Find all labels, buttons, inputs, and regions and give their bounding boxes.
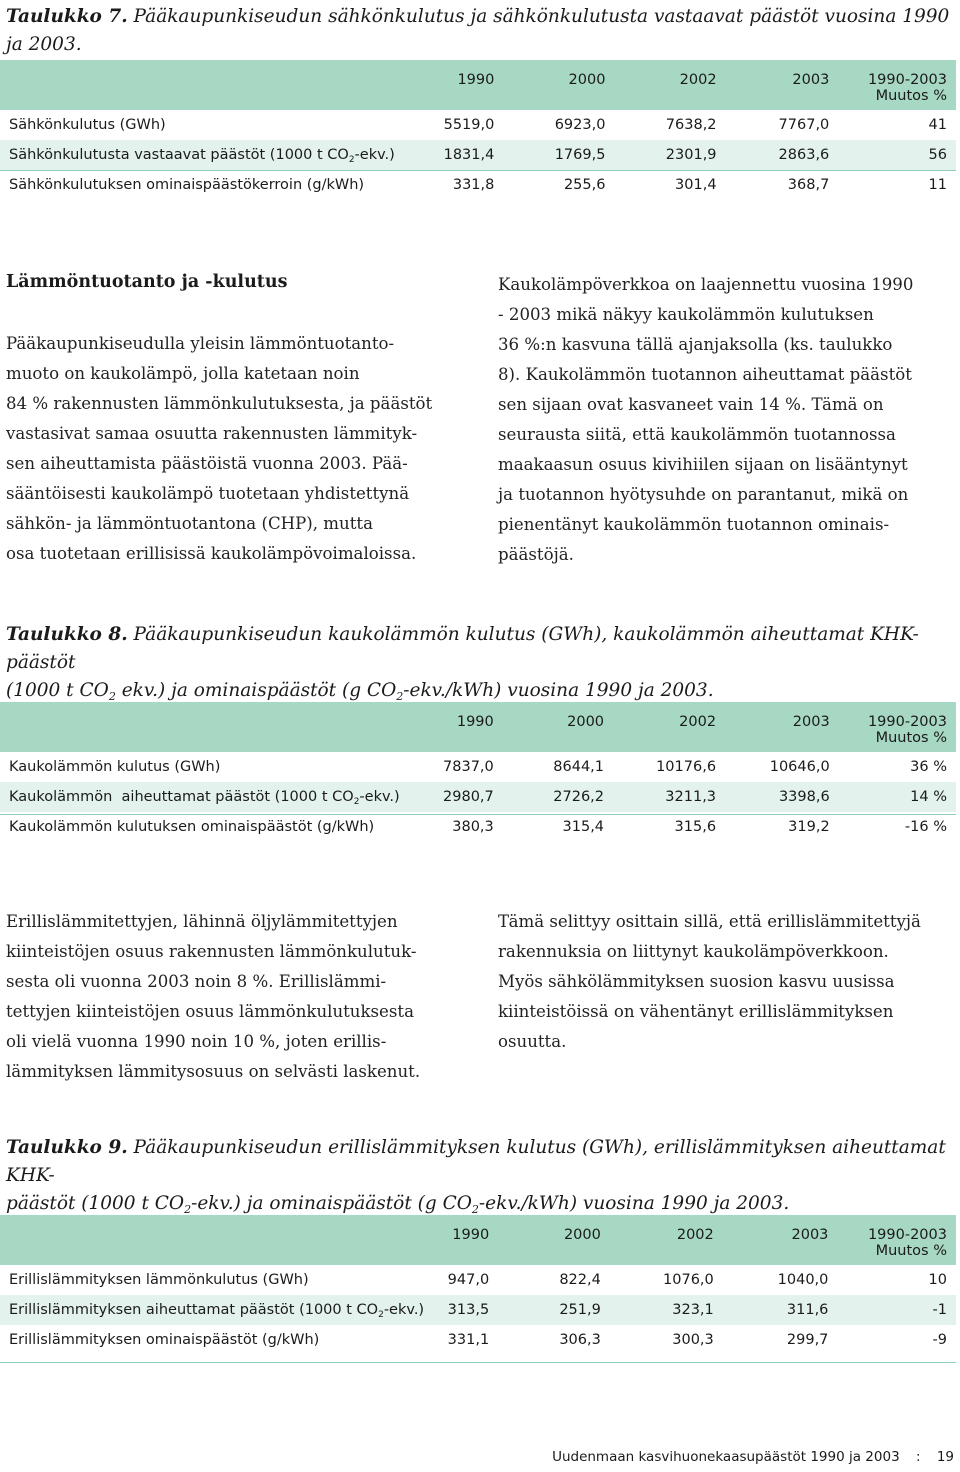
- table9-caption-label: Taulukko 9.: [6, 1137, 128, 1158]
- cell: 331,1: [447, 1332, 490, 1348]
- text-line: lämmityksen lämmitysosuus on selvästi laskenut.: [6, 1062, 421, 1081]
- cell: 315,4: [562, 819, 605, 835]
- text-line: Tämä selittyy osittain sillä, että erillislämmitettyjä: [498, 912, 921, 931]
- cell: 822,4: [559, 1272, 601, 1288]
- cell: 11: [928, 177, 947, 193]
- text-line: päästöjä.: [498, 545, 574, 564]
- cell: 10: [928, 1272, 947, 1288]
- text-line: sen aiheuttamista päästöistä vuonna 2003. Pää-: [6, 454, 408, 473]
- cell: 255,6: [563, 177, 606, 193]
- table8-header-2003: 2003: [792, 714, 830, 730]
- table7-header-2003: 2003: [792, 72, 830, 88]
- table9-header-2002: 2002: [676, 1227, 714, 1243]
- table8-rule: [0, 814, 956, 815]
- cell: 2863,6: [778, 147, 830, 163]
- text-line: sesta oli vuonna 2003 noin 8 %. Erillislämmi-: [6, 972, 387, 991]
- table7-caption-label: Taulukko 7.: [6, 6, 128, 27]
- table7-header-2002: 2002: [679, 72, 717, 88]
- cell: 1040,0: [777, 1272, 829, 1288]
- table9-header-row: [0, 1215, 956, 1243]
- row-label: Erillislämmityksen aiheuttamat päästöt (1000 t $CO_2-ekv$.): [9, 1302, 425, 1320]
- cell: 2301,9: [665, 147, 717, 163]
- cell: 3211,3: [665, 789, 717, 805]
- text-line: Kaukolämpöverkkoa on laajennettu vuosina 1990: [498, 275, 914, 294]
- cell: 41: [928, 117, 947, 133]
- cell: 7638,2: [665, 117, 717, 133]
- text-line: osuutta.: [498, 1032, 567, 1051]
- table7-header-sub-row: [0, 88, 956, 110]
- page-footer: [552, 1449, 954, 1465]
- table7-caption: [6, 3, 956, 59]
- table9-header-change: 1990-2003: [867, 1227, 947, 1243]
- cell: 323,1: [672, 1302, 714, 1318]
- cell: 368,7: [787, 177, 830, 193]
- table9-caption: Taulukko 9. Pääkaupunkiseudun erillislämmityksen kulutus (GWh), erillislämmityksen aiheuttamat KHK- päästöt (1000 t $CO_2-ekv$.) ja ominaispäästöt (g $CO_2-ekv./kWh$) vuosina 1990 ja 2003.: [6, 1137, 946, 1216]
- text-line: 36 %:n kasvuna tällä ajanjaksolla (ks. taulukko: [498, 335, 893, 354]
- text-line: kiinteistöissä on vähentänyt erillislämmityksen: [498, 1002, 894, 1021]
- table-row: [0, 812, 956, 842]
- cell: 10176,6: [656, 759, 717, 775]
- table-row: [0, 110, 956, 140]
- cell: 1831,4: [443, 147, 495, 163]
- table-row: [0, 140, 956, 170]
- table7-rule: [0, 170, 956, 171]
- table-row: [0, 1325, 956, 1355]
- text-line: sähkön- ja lämmöntuotantona (CHP), mutta: [6, 514, 373, 533]
- cell: 5519,0: [443, 117, 495, 133]
- table8-header-change: 1990-2003: [867, 714, 947, 730]
- cell: -16 %: [904, 819, 947, 835]
- cell: 3398,6: [778, 789, 830, 805]
- table7-header-row: [0, 60, 956, 88]
- cell: 300,3: [672, 1332, 714, 1348]
- cell: -1: [932, 1302, 947, 1318]
- text-line: tettyjen kiinteistöjen osuus lämmönkulutuksesta: [6, 1002, 414, 1021]
- table-row: [0, 170, 956, 200]
- section2-left-paragraph: [6, 907, 476, 1087]
- table9-header-2000: 2000: [563, 1227, 601, 1243]
- table9-header-sub-row: [0, 1243, 956, 1265]
- cell: -9: [932, 1332, 947, 1348]
- text-line: rakennuksia on liittynyt kaukolämpöverkkoon.: [498, 942, 889, 961]
- cell: 14 %: [910, 789, 947, 805]
- text-line: vastasivat samaa osuutta rakennusten lämmityk-: [6, 424, 418, 443]
- page-number: 19: [936, 1449, 954, 1465]
- cell: 7837,0: [443, 759, 494, 775]
- text-line: maakaasun osuus kivihiilen sijaan on lisääntynyt: [498, 455, 908, 474]
- text-line: ja tuotannon hyötysuhde on parantanut, mikä on: [498, 485, 909, 504]
- table7-caption-text: Pääkaupunkiseudun sähkönkulutus ja sähkönkulutusta vastaavat päästöt vuosina 1990 ja 2003.: [6, 6, 950, 55]
- text-line: Pääkaupunkiseudulla yleisin lämmöntuotanto-: [6, 334, 395, 353]
- cell: 380,3: [452, 819, 494, 835]
- table9-header-1990: 1990: [452, 1227, 490, 1243]
- text-line: oli vielä vuonna 1990 noin 10 %, joten erillis-: [6, 1032, 387, 1051]
- footer-separator: :: [915, 1449, 921, 1465]
- table8-header-1990: 1990: [456, 714, 494, 730]
- text-line: 84 % rakennusten lämmönkulutuksesta, ja päästöt: [6, 394, 433, 413]
- cell: 56: [928, 147, 947, 163]
- cell: 7767,0: [778, 117, 830, 133]
- text-line: 8). Kaukolämmön tuotannon aiheuttamat päästöt: [498, 365, 912, 384]
- table9-rule: [0, 1362, 956, 1363]
- cell: 1769,5: [554, 147, 606, 163]
- text-line: sääntöisesti kaukolämpö tuotetaan yhdistettynä: [6, 484, 410, 503]
- cell: 947,0: [447, 1272, 490, 1288]
- table-row: [0, 782, 956, 812]
- cell: 2726,2: [553, 789, 605, 805]
- table7: [0, 60, 956, 200]
- cell: 8644,1: [553, 759, 605, 775]
- table8-header-2002: 2002: [679, 714, 717, 730]
- text-line: - 2003 mikä näkyy kaukolämmön kulutuksen: [498, 305, 874, 324]
- text-line: muoto on kaukolämpö, jolla katetaan noin: [6, 364, 360, 383]
- cell: 10646,0: [769, 759, 830, 775]
- cell: 299,7: [786, 1332, 829, 1348]
- table7-header-1990: 1990: [457, 72, 495, 88]
- cell: 311,6: [786, 1302, 829, 1318]
- row-label: Erillislämmityksen ominaispäästöt (g/kWh): [9, 1332, 320, 1348]
- row-label: Kaukolämmön kulutuksen ominaispäästöt (g/kWh): [9, 819, 375, 835]
- row-label: Sähkönkulutuksen ominaispäästökerroin (g/kWh): [9, 177, 365, 193]
- text-line: osa tuotetaan erillisissä kaukolämpövoimaloissa.: [6, 544, 417, 563]
- text-line: kiinteistöjen osuus rakennusten lämmönkulutuk-: [6, 942, 417, 961]
- table8-header-2000: 2000: [567, 714, 605, 730]
- table8-caption-label: Taulukko 8.: [6, 624, 128, 645]
- cell: 1076,0: [663, 1272, 714, 1288]
- row-label: Erillislämmityksen lämmönkulutus (GWh): [9, 1272, 309, 1288]
- section1-left-paragraph: [6, 329, 476, 569]
- cell: 306,3: [559, 1332, 601, 1348]
- cell: 251,9: [559, 1302, 601, 1318]
- table7-header-2000: 2000: [568, 72, 606, 88]
- table9-header-change-unit: Muutos %: [875, 1243, 947, 1259]
- section2-right-paragraph: [498, 907, 958, 1057]
- cell: 36 %: [910, 759, 947, 775]
- table7-header-change: 1990-2003: [867, 72, 947, 88]
- table9: [0, 1215, 956, 1355]
- table8-header-row: [0, 702, 956, 730]
- text-line: Myös sähkölämmityksen suosion kasvu uusissa: [498, 972, 895, 991]
- table9-header-2003: 2003: [791, 1227, 829, 1243]
- table8-header-change-unit: Muutos %: [875, 730, 947, 746]
- text-line: seurausta siitä, että kaukolämmön tuotannossa: [498, 425, 896, 444]
- cell: 2980,7: [443, 789, 494, 805]
- row-label: Sähkönkulutus (GWh): [9, 117, 166, 133]
- table8-caption: Taulukko 8. Pääkaupunkiseudun kaukolämmön kulutus (GWh), kaukolämmön aiheuttamat KHK-päästöt (1000 t $CO_2$ ekv.) ja ominaispäästöt (g $CO_2-ekv./kWh$) vuosina 1990 ja 2003.: [6, 624, 919, 703]
- footer-title: Uudenmaan kasvihuonekaasupäästöt 1990 ja 2003: [552, 1449, 900, 1465]
- row-label: Kaukolämmön aiheuttamat päästöt (1000 t $CO_2-ekv$.): [9, 789, 400, 807]
- table7-header-change-unit: Muutos %: [875, 88, 947, 104]
- cell: 331,8: [452, 177, 495, 193]
- row-label: Sähkönkulutusta vastaavat päästöt (1000 t $CO_2-ekv$.): [9, 147, 395, 165]
- cell: 313,5: [447, 1302, 490, 1318]
- table-row: [0, 752, 956, 782]
- cell: 301,4: [675, 177, 717, 193]
- text-line: sen sijaan ovat kasvaneet vain 14 %. Tämä on: [498, 395, 884, 414]
- cell: 315,6: [674, 819, 717, 835]
- table-row: [0, 1295, 956, 1325]
- table8-header-sub-row: [0, 730, 956, 752]
- section-heading: Lämmöntuotanto ja -kulutus: [6, 272, 288, 292]
- section1-right-paragraph: [498, 270, 958, 570]
- table8: [0, 702, 956, 842]
- text-line: pienentänyt kaukolämmön tuotannon ominais-: [498, 515, 890, 534]
- cell: 6923,0: [554, 117, 606, 133]
- row-label: Kaukolämmön kulutus (GWh): [9, 759, 221, 775]
- cell: 319,2: [788, 819, 830, 835]
- text-line: Erillislämmitettyjen, lähinnä öljylämmitettyjen: [6, 912, 398, 931]
- table-row: [0, 1265, 956, 1295]
